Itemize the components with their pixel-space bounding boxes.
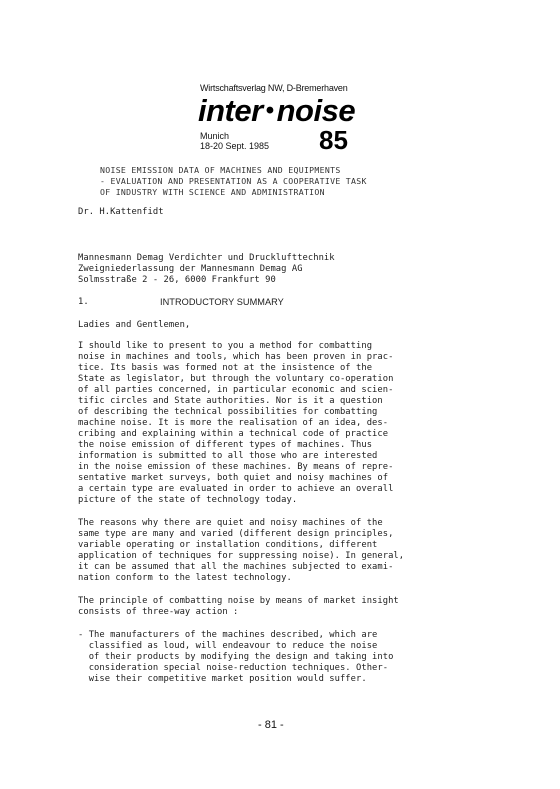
text-line: The principle of combatting noise by means of market insight [78,596,399,606]
affiliation-line: Zweigniederlassung der Mannesmann Demag AG [78,264,303,274]
title-line: OF INDUSTRY WITH SCIENCE AND ADMINISTRATION [100,187,325,197]
page-number: - 81 - [258,719,284,731]
salutation: Ladies and Gentlemen, [78,320,191,330]
text-line: same type are many and varied (different design principles, [78,529,394,539]
title-line: NOISE EMISSION DATA OF MACHINES AND EQUIPMENTS [100,165,341,175]
text-line: The reasons why there are quiet and noisy machines of the [78,518,383,528]
text-line: it can be assumed that all the machines subjected to exami- [78,562,394,572]
affiliation-line: Solmsstraße 2 - 26, 6000 Frankfurt 90 [78,275,276,285]
conference-dates: 18-20 Sept. 1985 [200,141,270,151]
text-line: sentative market surveys, both quiet and noisy machines of [78,473,389,483]
author-name: Dr. H.Kattenfidt [78,207,164,217]
text-line: cribing and explaining within a technical code of practice [78,429,389,439]
text-line: wise their competitive market position would suffer. [78,674,367,684]
conference-logo [198,95,355,126]
paper-title [100,165,500,198]
conference-city: Munich [200,131,230,141]
logo-word-inter: inter [198,93,263,128]
text-line: picture of the state of technology today. [78,495,298,505]
text-line: classified as loud, will endeavour to reduce the noise [78,641,378,651]
text-line: nation conform to the latest technology. [78,573,292,583]
text-line: State as legislator, but through the voluntary co-operation [78,374,394,384]
text-line: variable operating or installation conditions, different [78,540,378,550]
affiliation-line: Mannesmann Demag Verdichter und Drucklufttechnik [78,253,335,263]
text-line: noise in machines and tools, which has been proven in prac- [78,352,394,362]
text-line: of their products by modifying the design and taking into [78,652,394,662]
section-number: 1. [78,297,89,307]
section-heading: INTRODUCTORY SUMMARY [160,297,284,307]
title-line: - EVALUATION AND PRESENTATION AS A COOPERATIVE TASK [100,176,367,186]
publisher-line: Wirtschaftsverlag NW, D-Bremerhaven [200,83,348,93]
text-line: machine noise. It is more the realisation of an idea, des- [78,418,389,428]
text-line: the noise emission of different types of machines. Thus [78,440,373,450]
text-line: - The manufacturers of the machines described, which are [78,630,378,640]
text-line: a certain type are evaluated in order to achieve an overall [78,484,394,494]
text-line: I should like to present to you a method for combatting [78,341,373,351]
text-line: application of techniques for suppressing noise). In general, [78,551,405,561]
text-line: in the noise emission of these machines. By means of repre- [78,462,394,472]
text-line: tice. Its basis was formed not at the insistence of the [78,363,373,373]
text-line: information is submitted to all those who are interested [78,451,378,461]
logo-dot: • [265,97,274,124]
logo-word-noise: noise [276,93,356,128]
conference-year: 85 [319,125,348,155]
text-line: tific circles and State authorities. Nor is it a question [78,396,383,406]
text-line: of describing the technical possibilities for combatting [78,407,378,417]
text-line: consideration special noise-reduction techniques. Other- [78,663,389,673]
text-line: consists of three-way action : [78,607,239,617]
text-line: of all parties concerned, in particular economic and scien- [78,385,394,395]
